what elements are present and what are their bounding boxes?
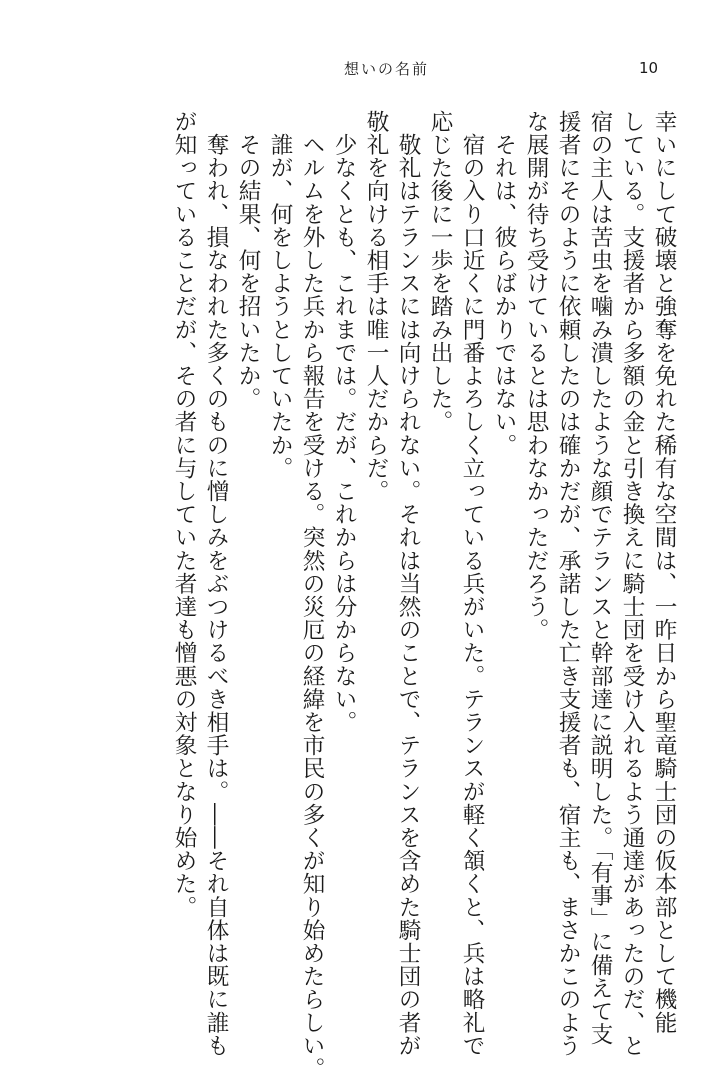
- text-line: 応じた後に一歩を踏み出した。: [427, 110, 453, 434]
- text-line: 宿の入り口近くに門番よろしく立っている兵がいた。テランスが軽く頷くと、兵は略礼で: [459, 110, 485, 1058]
- text-line: な展開が待ち受けているとは思わなかっただろう。: [523, 110, 549, 642]
- text-line: 宿の主人は苦虫を噛み潰したような顔でテランスと幹部達に説明した。「有事」に備えて支: [587, 110, 613, 1046]
- text-line: ヘルムを外した兵から報告を受ける。突然の災厄の経緯を市民の多くが知り始めたらしい。: [299, 110, 325, 1080]
- text-line: 幸いにして破壊と強奪を免れた稀有な空間は、一昨日から聖竜騎士団の仮本部として機能: [651, 110, 677, 1034]
- text-line: 少なくとも、これまでは。だが、これからは分からない。: [331, 110, 357, 734]
- text-line: 敬礼はテランスには向けられない。それは当然のことで、テランスを含めた騎士団の者が: [395, 110, 421, 1058]
- text-line: それは、彼らばかりではない。: [491, 110, 517, 457]
- vertical-text-body: [39, 110, 679, 1080]
- text-line: 敬礼を向ける相手は唯一人だからだ。: [363, 110, 389, 503]
- text-line: が知っていることだが、その者に与していた者達も憎悪の対象となり始めた。: [171, 110, 197, 919]
- text-line: 奪われ、損なわれた多くのものに憎しみをぶつけるべき相手は。――それ自体は既に誰も: [203, 110, 229, 1058]
- text-line: している。支援者から多額の金と引き換えに騎士団を受け入れるよう通達があったのだ、と: [619, 110, 645, 1058]
- running-title: 想いの名前: [344, 60, 430, 78]
- text-line: 誰が、何をしようとしていたか。: [267, 110, 293, 480]
- text-line: その結果、何を招いたか。: [235, 110, 261, 411]
- text-line: 援者にそのように依頼したのは確かだが、承諾した亡き支援者も、宿主も、まさかこのよう: [555, 110, 581, 1058]
- page-number: 10: [639, 59, 659, 77]
